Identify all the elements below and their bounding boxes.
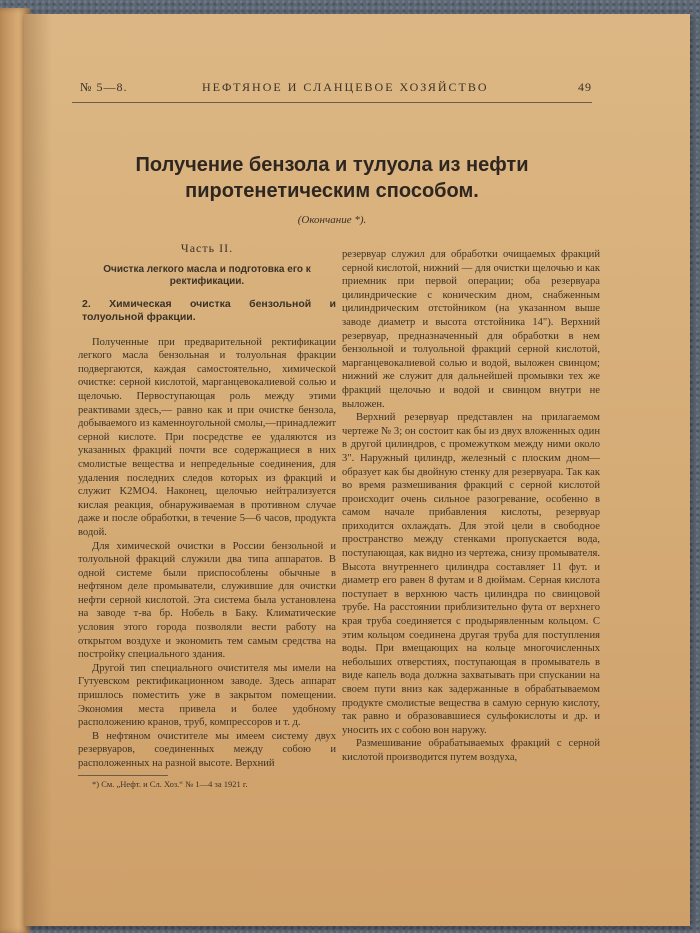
article-subtitle: (Окончание *). [297,214,367,226]
left-column [78,240,336,790]
paragraph: Другой тип специального очистителя мы имели на Гутуевском ректификационном заводе. Здесь аппарат пришлось поместить уже в закрытом помещении. Экономия места привела и более удобному расположению кранов, труб, компрессоров и т. д. [78,662,336,729]
running-header [72,72,592,103]
paragraph: Размешивание обрабатываемых фракций с серной кислотой производится путем воздуха, [342,738,600,763]
article-title: Получение бензола и тулуола из нефти пиротенетическим способом. [135,154,529,202]
section-heading-1: Очистка легкого масла и подготовка его к ректификации. [103,263,311,287]
paragraph: В нефтяном очистителе мы имеем систему двух резервуаров, соединенных между собою и расположенных на разной высоте. Верхний [78,730,336,769]
journal-title: НЕФТЯНОЕ И СЛАНЦЕВОЕ ХОЗЯЙСТВО [202,80,489,94]
page-number: 49 [578,80,592,94]
footnote: *) См. „Нефт. и Сл. Хоз.“ № 1—4 за 1921 г. [92,778,248,789]
paragraph: Для химической очистки в России бензольной и толуольной фракций служили два типа аппаратов. В одной системе были приспособлены обычные в нефтяном деле промыватели, служившие для очистки нефти серной кислотой. Эта система была установлена на заводе т-ва бр. Нобель в Баку. Климатические условия этого города позволяли вести работу на открытом воздухе и экономить тем самым средства на постройку специального здания. [78,540,336,661]
paragraph: Верхний резервуар представлен на прилагаемом чертеже № 3; он состоит как бы из двух вложенных один в другой цилиндров, с промежутком между ними около 3". Наружный цилиндр, железный с плоским дном—образует как бы двойную стенку для резервуара. Так как во время размешивания фракций с серной кислотой происходит очень сильное разогревание, особенно в самом начале прибавления кислоты, резервуар приходится охлаждать. Для этой цели в свободное пространство между стенками пропускается вода, поступающая, как видно из чертежа, снизу промывателя. Высота внутреннего цилиндра составляет 11 фут. и диаметр его равен 8 футам и 8 дюймам. Серная кислота поступает в верхнюю часть цилиндра по свинцовой трубе. На расстоянии приблизительно фута от верхнего края труба соединяется с продырявленным кольцом. С этим кольцом соединена другая труба для поступления воды. При вмещающих на кольце многочисленных небольших отверстиях, поступающая в промыватель в виде капель вода должна захватывать при спускании на своем пути вниз как задержанные в обрабатываемом продукте смолистые вещества в самую серную кислоту, так равно и образовавшиеся сульфокислоты и др. и уносить их с собою вон наружу. [342,412,600,736]
section-heading-2: 2. Химическая очистка бензольной и толуольной фракции. [82,297,336,323]
paragraph: резервуар служил для обработки очищаемых фракций серной кислотой, нижний — для очистки щелочью и как приемник при первой операции; оба резервуара цилиндрические с коническим дном, снабженным цилиндрическим отстойником (на указанном выше заводе диаметр и высота отстойника 14"). Верхний резервуар, предназначенный для обработки в нем бензольной и толуольной фракций серной кислотой, марганцевокалиевой солью и водой, выложен свинцом; нижний же служит для дальнейшей промывки тех же фракций щелочью и водой и свинцом внутри не выложен. [342,249,600,410]
right-column [342,248,600,765]
paragraph: Полученные при предварительной ректификации легкого масла бензольная и толуольная фракции подвергаются, каждая самостоятельно, химической очистке: серной кислотой, марганцевокалиевой солью и щелочью. Первоступающая роль между этими реактивами здесь,— равно как и при очистке бензола, добываемого из каменноугольной смолы,—принадлежит серной кислоте. При посредстве ее удаляются из указанных фракций почти все содержащиеся в них смолистые вещества и непредельные соединения, для удаления последних следов которых из фракций и служит K2MO4. Наконец, щелочью нейтрализуется кислая реакция, обнаруживаемая в противном случае даже и после обработки, в течение 5—6 часов, продукта водой. [78,336,336,538]
part-heading: Часть II. [180,241,234,255]
issue-number: № 5—8. [80,80,128,94]
footnote-rule [78,775,168,776]
